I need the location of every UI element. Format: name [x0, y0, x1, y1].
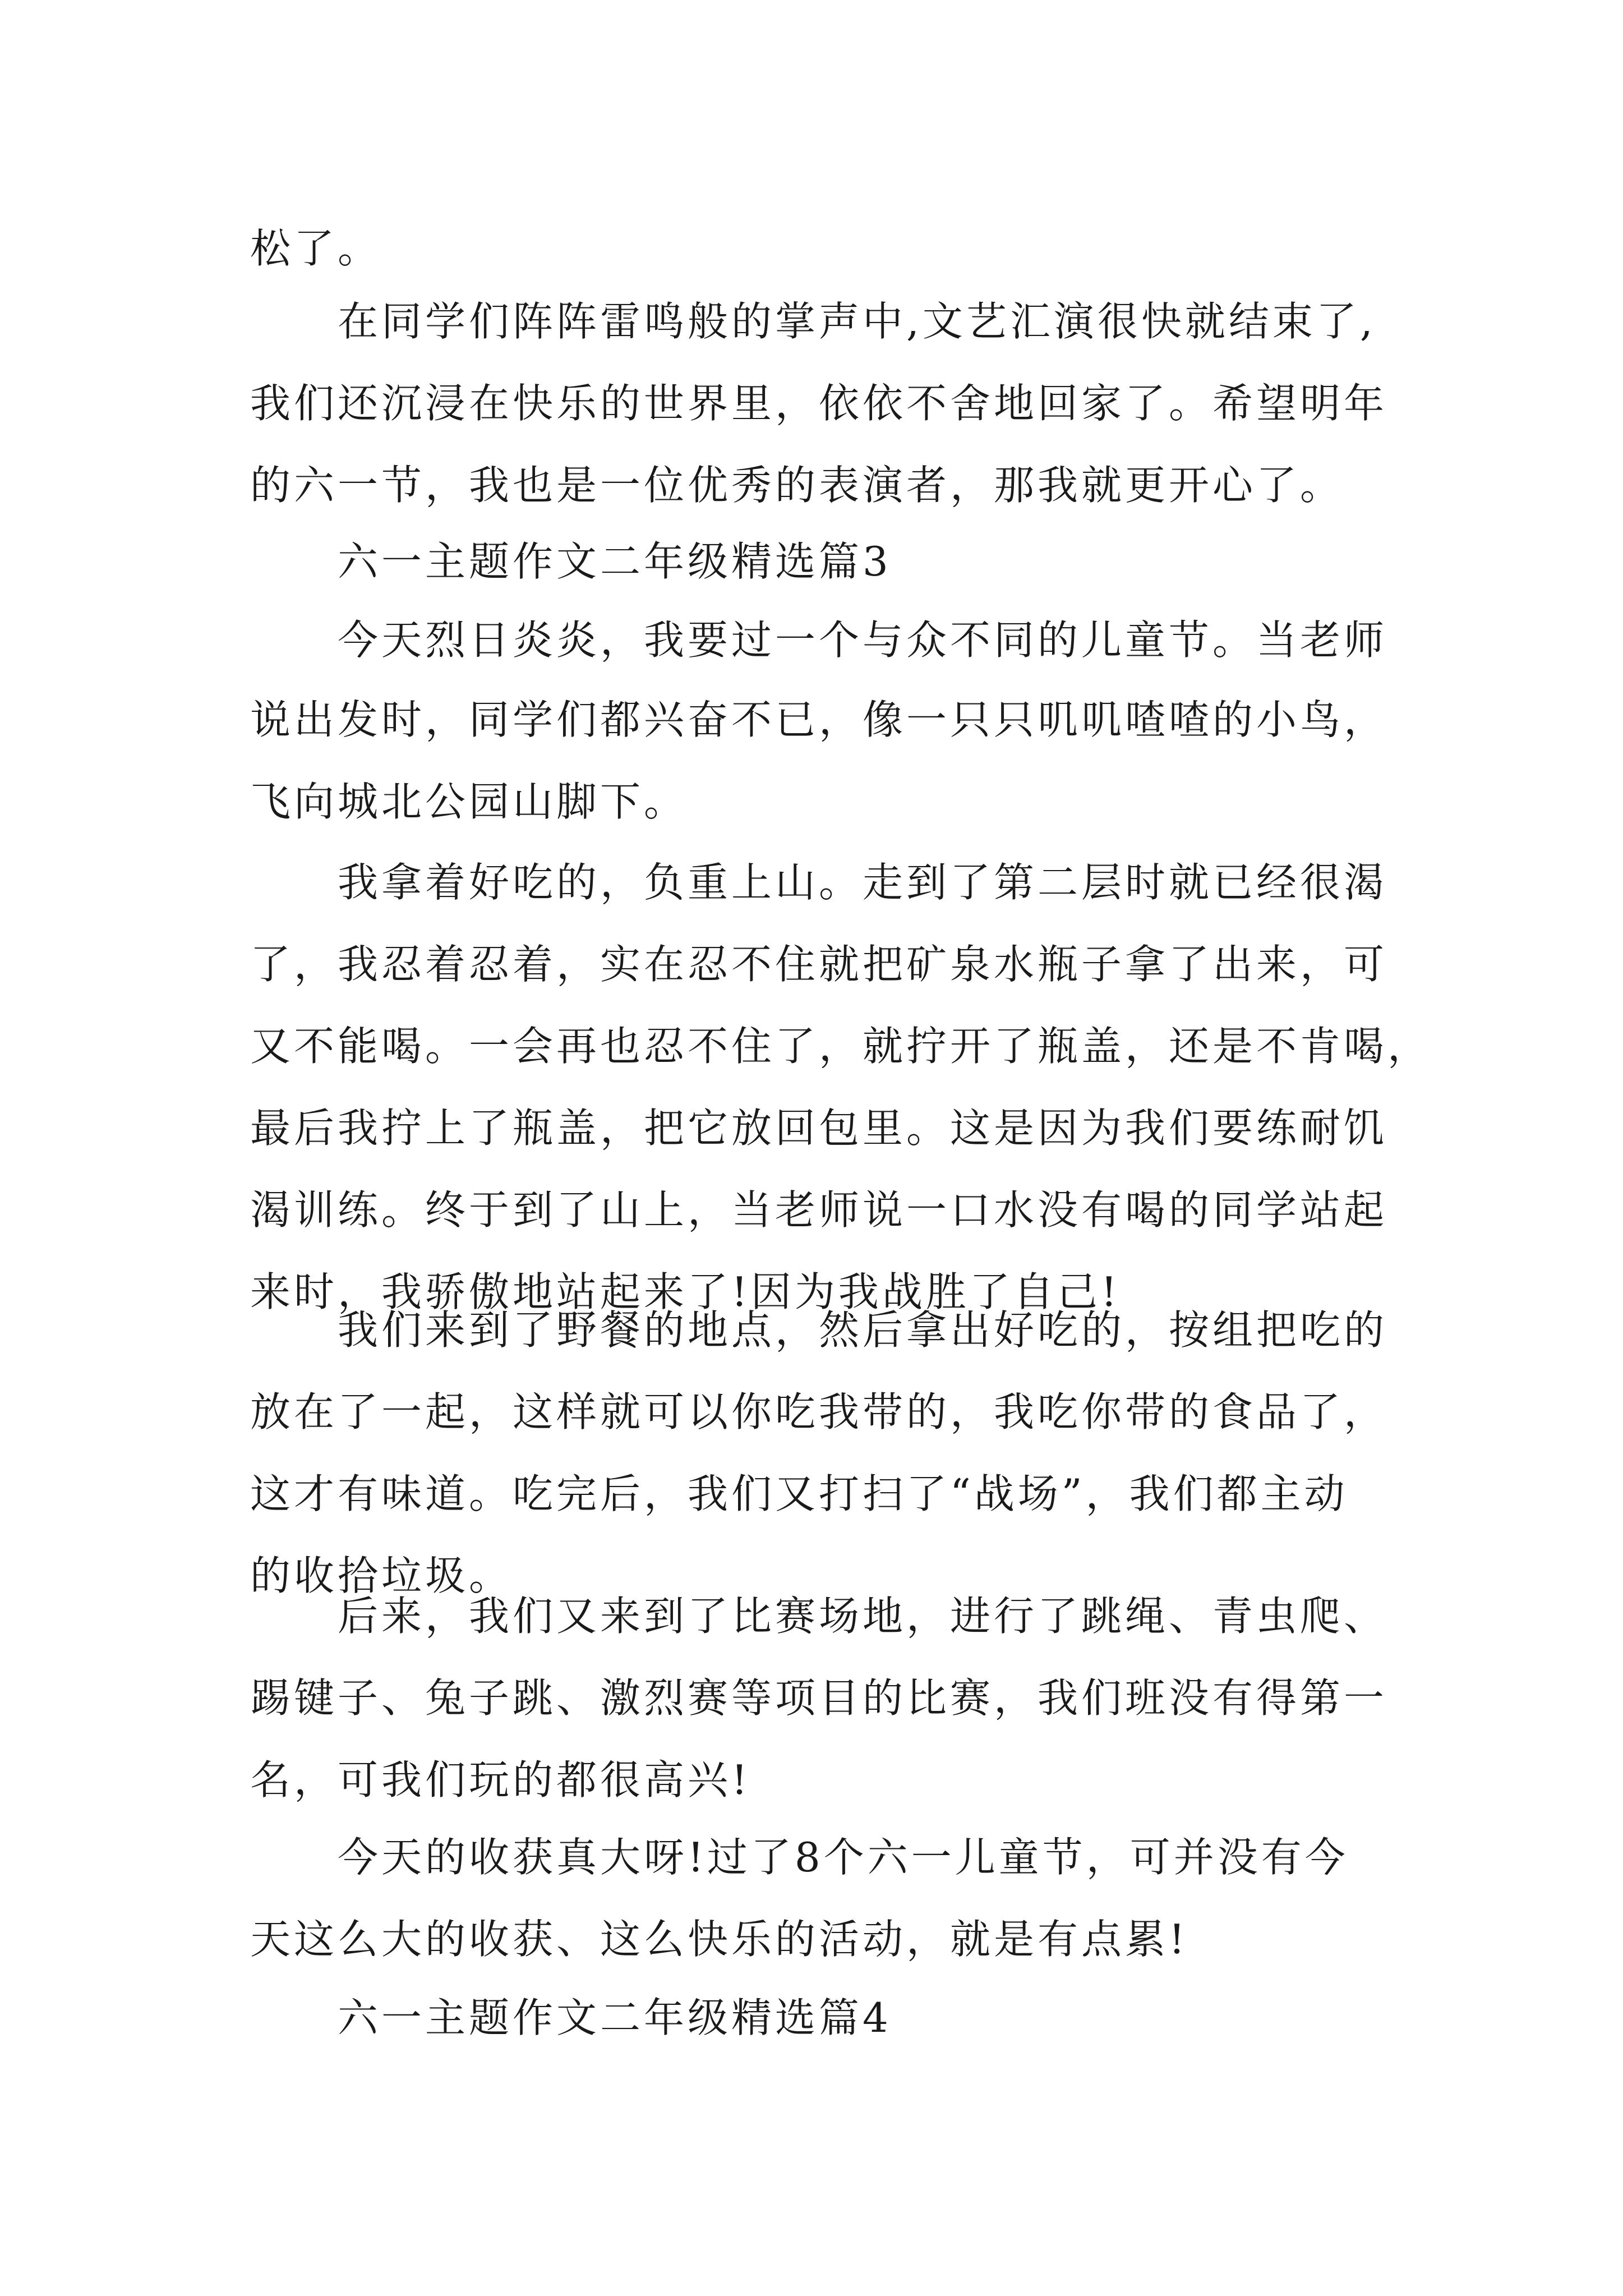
paragraph-5-first	[250, 1816, 1487, 1898]
text-line: 渴训练。终于到了山上，当老师说一口水没有喝的同学站起	[250, 1186, 1388, 1234]
paragraph-4-rest	[250, 1657, 1400, 1821]
text-line: 飞向城北公园山脚下。	[250, 778, 688, 825]
line-0	[250, 208, 1400, 289]
text-line: 后来，我们又来到了比赛场地，进行了跳绳、青虫爬、	[338, 1593, 1388, 1640]
text-line: 的收拾垃圾。	[250, 1552, 513, 1599]
paragraph-2-first	[250, 841, 1487, 923]
text-line: 天这么大的收获、这么快乐的活动，就是有点累!	[250, 1916, 1188, 1963]
paragraph-ending-cont	[250, 362, 1400, 526]
paragraph-5-rest	[250, 1898, 1400, 1980]
section-heading: 六一主题作文二年级精选篇3	[338, 538, 892, 585]
text-line: 名，可我们玩的都很高兴!	[250, 1756, 751, 1803]
text-line: 我们还沉浸在快乐的世界里，依依不舍地回家了。希望明年	[250, 380, 1388, 427]
paragraph-ending	[250, 280, 1487, 362]
paragraph-4-first	[250, 1575, 1487, 1657]
paragraph-2-rest	[250, 923, 1432, 1333]
section-heading: 六一主题作文二年级精选篇4	[338, 1994, 892, 2041]
text-line: 踢键子、兔子跳、激烈赛等项目的比赛，我们班没有得第一	[250, 1674, 1388, 1722]
paragraph-3-first	[250, 1289, 1487, 1371]
text-line: 了，我忍着忍着，实在忍不住就把矿泉水瓶子拿了出来，可	[250, 941, 1388, 988]
text-line: 来时，我骄傲地站起来了!因为我战胜了自己!	[250, 1268, 1121, 1315]
text-line: 我们来到了野餐的地点，然后拿出好吃的，按组把吃的	[338, 1306, 1388, 1354]
text-line: 这才有味道。吃完后，我们又打扫了“战场”，我们都主动	[250, 1470, 1348, 1517]
text-line: 今天烈日炎炎，我要过一个与众不同的儿童节。当老师	[338, 616, 1388, 664]
text-line: 放在了一起，这样就可以你吃我带的，我吃你带的食品了，	[250, 1388, 1388, 1435]
text-line: 我拿着好吃的，负重上山。走到了第二层时就已经很渴	[338, 859, 1388, 906]
text-line: 松了。	[250, 225, 382, 272]
text-line: 今天的收获真大呀!过了8个六一儿童节，可并没有今	[338, 1834, 1349, 1881]
text-line: 的六一节，我也是一位优秀的表演者，那我就更开心了。	[250, 462, 1344, 509]
text-line: 又不能喝。一会再也忍不住了，就拧开了瓶盖，还是不肯喝，	[250, 1023, 1432, 1070]
text-line: 说出发时，同学们都兴奋不已，像一只只叽叽喳喳的小鸟，	[250, 696, 1388, 743]
paragraph-1-first	[250, 599, 1487, 681]
paragraph-1-rest	[250, 679, 1400, 843]
text-line: 在同学们阵阵雷鸣般的掌声中,文艺汇演很快就结束了,	[338, 298, 1376, 345]
text-line: 最后我拧上了瓶盖，把它放回包里。这是因为我们要练耐饥	[250, 1105, 1388, 1152]
section-heading-4	[250, 1977, 1487, 2059]
section-heading-3	[250, 521, 1487, 602]
